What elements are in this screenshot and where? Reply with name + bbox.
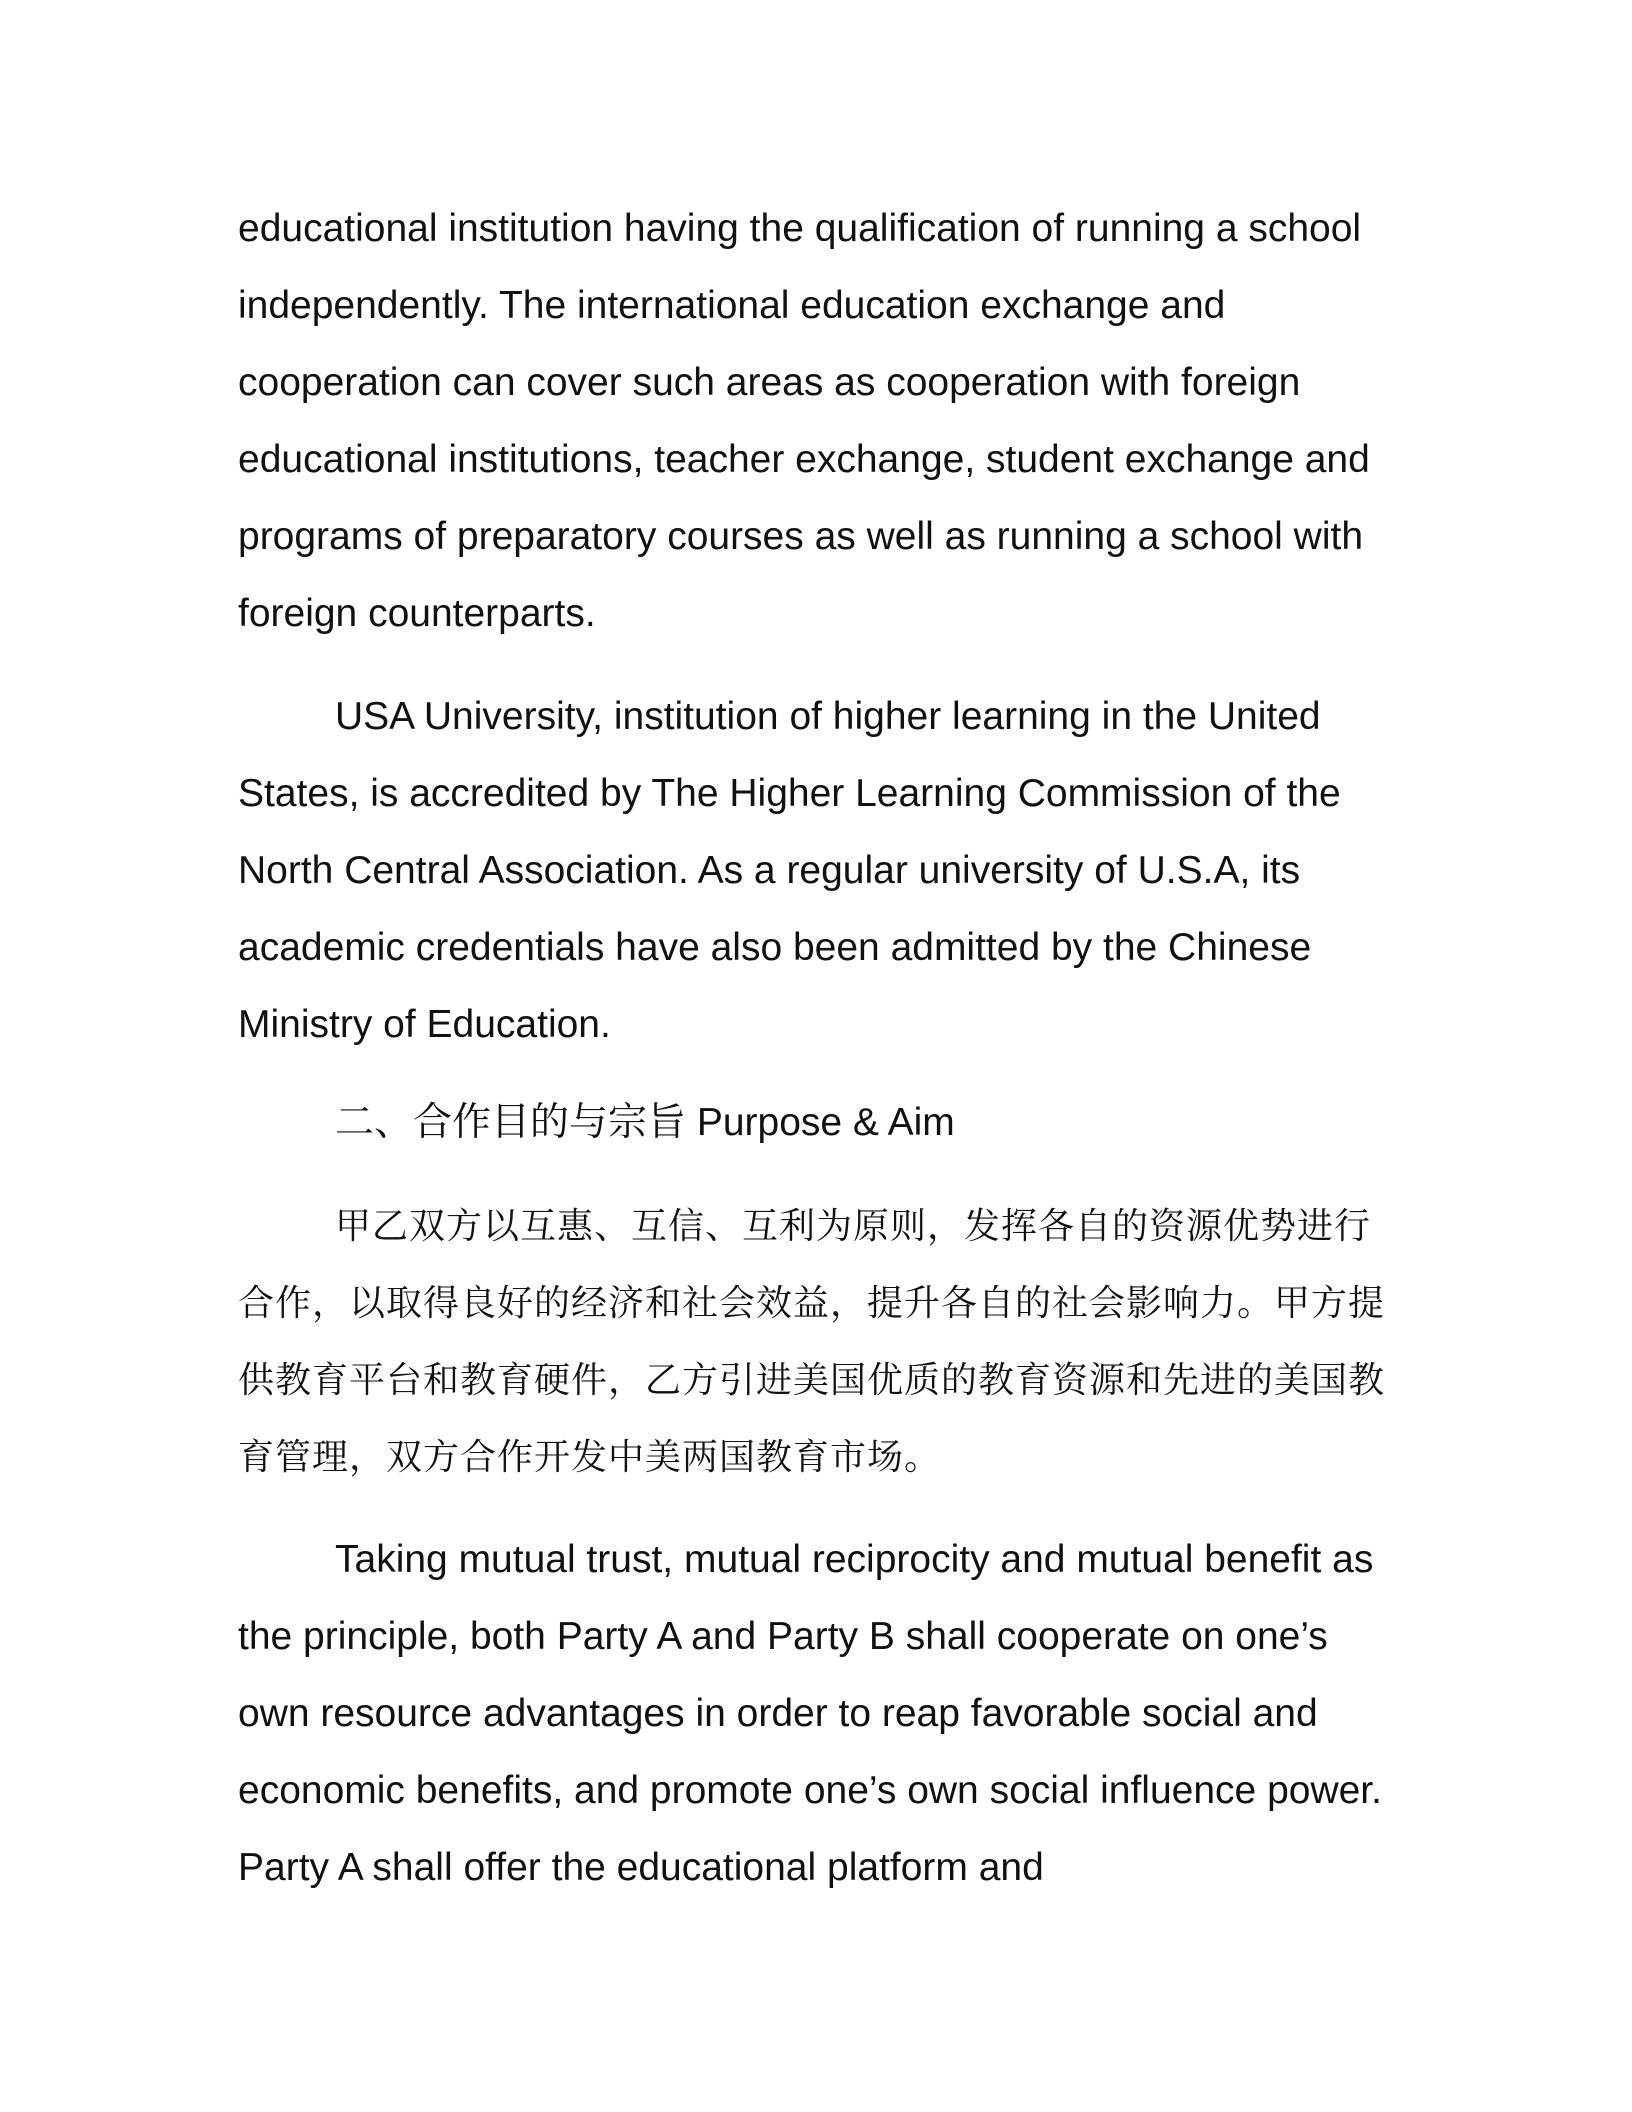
document-body <box>238 190 1388 1906</box>
paragraph-usa-university: USA University, institution of higher learning in the United States, is accredited by The Higher Learning Commission of the North Central Association. As a regular university of U.S.A, its academic credentials have also been admitted by the Chinese Ministry of Education. <box>238 695 1341 1046</box>
paragraph-institution-qualification: educational institution having the qualification of running a school independently. The international education exchange and cooperation can cover such areas as cooperation with foreign educational institutions, teacher exchange, student exchange and programs of preparatory courses as well as running a school with foreign counterparts. <box>238 207 1370 635</box>
section-heading-purpose-aim: 二、合作目的与宗旨 Purpose & Aim <box>335 1101 955 1144</box>
paragraph-purpose-english: Taking mutual trust, mutual reciprocity and mutual benefit as the principle, both Party A and Party B shall cooperate on one’s own resource advantages in order to reap favorable social and economic benefits, and promote one’s own social influence power. Party A shall offer the educational platform and <box>238 1538 1382 1889</box>
paragraph-purpose-chinese: 甲乙双方以互惠、互信、互利为原则，发挥各自的资源优势进行合作，以取得良好的经济和社会效益，提升各自的社会影响力。甲方提供教育平台和教育硬件，乙方引进美国优质的教育资源和先进的美国教育管理，双方合作开发中美两国教育市场。 <box>238 1205 1386 1477</box>
